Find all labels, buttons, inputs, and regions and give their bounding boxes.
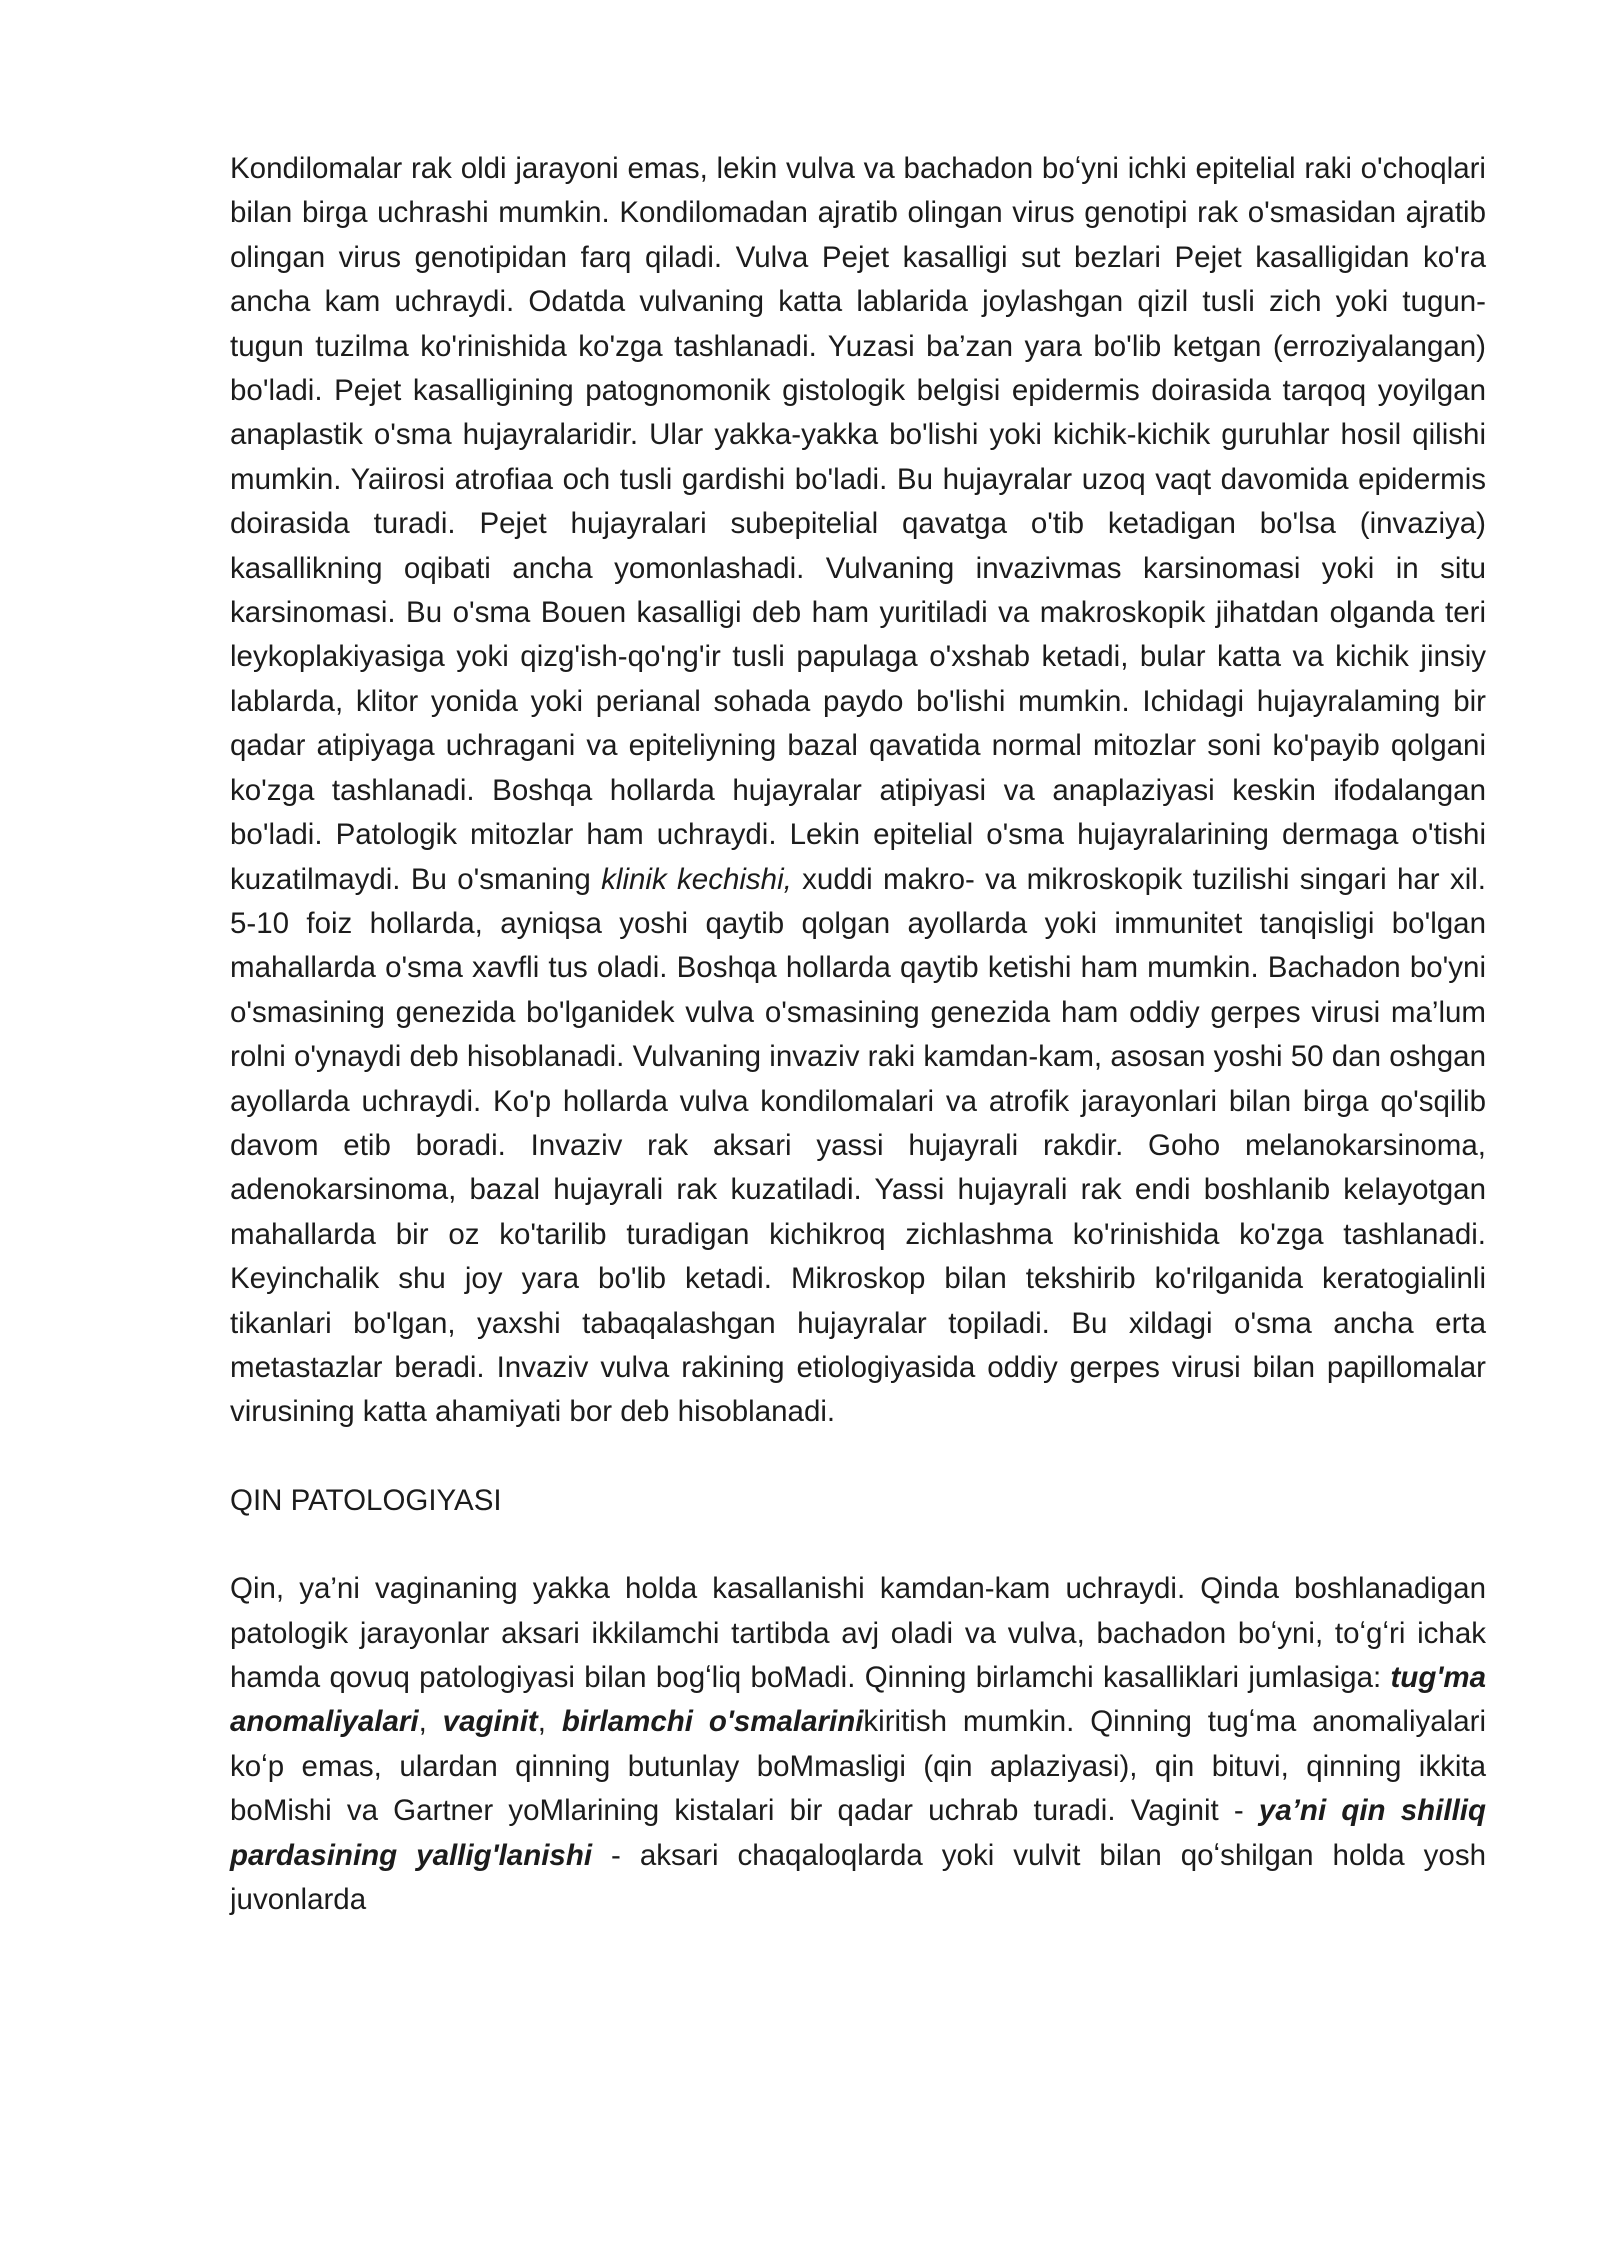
bold-term-primary-tumors: birlamchi o'smalarini bbox=[561, 1705, 864, 1739]
bold-term-vaginitis: vaginit bbox=[442, 1705, 538, 1739]
paragraph-text: kiritish mumkin. Qinning tugʻma anomaliyalari koʻp emas, ulardan qinning butunlay boMmasligi (qin aplaziyasi), qin bituvi, qinning ikkita boMishi va Gartner yoMlarining kistalari bir qadar uchrab turadi. Vaginit - bbox=[230, 1705, 1486, 1828]
paragraph-vulva-pathology bbox=[230, 147, 1486, 1435]
section-heading: QIN PATOLOGIYASI bbox=[230, 1483, 502, 1517]
italic-term-klinik-kechishi: klinik kechishi, bbox=[601, 862, 792, 896]
paragraph-text: xuddi makro- va mikroskopik tuzilishi singari har xil. 5-10 foiz hollarda, ayniqsa yoshi qaytib qolgan ayollarda yoki immunitet tanqisligi bo'lgan mahallarda o'sma xavfli tus oladi. Boshqa hollarda qaytib ketishi ham mumkin. Bachadon bo'yni o'smasining genezida bo'lganidek vulva o'smasining genezida ham oddiy gerpes virusi ma’lum rolni o'ynaydi deb hisoblanadi. Vulvaning invaziv raki kamdan-kam, asosan yoshi 50 dan oshgan ayollarda uchraydi. Ko'p hollarda vulva kondilomalari va atrofik jarayonlari bilan birga qo'sqilib davom etib boradi. Invaziv rak aksari yassi hujayrali rakdir. Goho melanokarsinoma, adenokarsinoma, bazal hujayrali rak kuzatiladi. Yassi hujayrali rak endi boshlanib kelayotgan mahallarda bir oz ko'tarilib turadigan kichikroq zichlashma ko'rinishida ko'zga tashlanadi. Keyinchalik shu joy yara bo'lib ketadi. Mikroskop bilan tekshirib ko'rilganida keratogialinli tikanlari bo'lgan, yaxshi tabaqalashgan hujayralar topiladi. Bu xildagi o'sma ancha erta metastazlar beradi. Invaziv vulva rakining etiologiyasida oddiy gerpes virusi bilan papillomalar virusining katta ahamiyati bor deb hisoblanadi. bbox=[230, 862, 1487, 1429]
paragraph-text: , bbox=[537, 1705, 562, 1739]
paragraph-text: , bbox=[418, 1705, 443, 1739]
bold-term-congenital-anomalies: tug'ma anomaliyalari bbox=[230, 1661, 1486, 1739]
paragraph-text: Qin, ya’ni vaginaning yakka holda kasallanishi kamdan-kam uchraydi. Qinda boshlanadigan patologik jarayonlar aksari ikkilamchi tartibda avj oladi va vulva, bachadon boʻyni, toʻgʻri ichak hamda qovuq patologiyasi bilan bogʻliq boMadi. Qinning birlamchi kasalliklari jumlasiga: bbox=[230, 1572, 1486, 1694]
bold-term-definition: ya’ni qin shilliq pardasining yallig'lanishi bbox=[230, 1794, 1486, 1872]
paragraph-vagina-pathology bbox=[230, 1567, 1486, 1922]
paragraph-text: - aksari chaqaloqlarda yoki vulvit bilan qoʻshilgan holda yosh juvonlarda bbox=[230, 1838, 1486, 1917]
paragraph-text: Kondilomalar rak oldi jarayoni emas, lekin vulva va bachadon boʻyni ichki epitelial raki o'choqlari bilan birga uchrashi mumkin. Kondilomadan ajratib olingan virus genotipi rak o'smasidan ajratib olingan virus genotipidan farq qiladi. Vulva Pejet kasalligi sut bezlari Pejet kasalligidan ko'ra ancha kam uchraydi. Odatda vulvaning katta lablarida joylashgan qizil tusli zich yoki tugun-tugun tuzilma ko'rinishida ko'zga tashlanadi. Yuzasi ba’zan yara bo'lib ketgan (erroziyalangan) bo'ladi. Pejet kasalligining patognomonik gistologik belgisi epidermis doirasida tarqoq yoyilgan anaplastik o'sma hujayralaridir. Ular yakka-yakka bo'lishi yoki kichik-kichik guruhlar hosil qilishi mumkin. Yaiirosi atrofiaa och tusli gardishi bo'ladi. Bu hujayralar uzoq vaqt davomida epidermis doirasida turadi. Pejet hujayralari subepitelial qavatga o'tib ketadigan bo'lsa (invaziya) kasallikning oqibati ancha yomonlashadi. Vulvaning invazivmas karsinomasi yoki in situ karsinomasi. Bu o'sma Bouen kasalligi deb ham yuritiladi va makroskopik jihatdan olganda teri leykoplakiyasiga yoki qizg'ish-qo'ng'ir tusli papulaga o'xshab ketadi, bular katta va kichik jinsiy lablarda, klitor yonida yoki perianal sohada paydo bo'lishi mumkin. Ichidagi hujayralaming bir qadar atipiyaga uchragani va epiteliyning bazal qavatida normal mitozlar soni ko'payib qolgani ko'zga tashlanadi. Boshqa hollarda hujayralar atipiyasi va anaplaziyasi keskin ifodalangan bo'ladi. Patologik mitozlar ham uchraydi. Lekin epitelial o'sma hujayralarining dermaga o'tishi kuzatilmaydi. Bu o'smaning bbox=[230, 152, 1486, 896]
document-page bbox=[230, 147, 1486, 1922]
